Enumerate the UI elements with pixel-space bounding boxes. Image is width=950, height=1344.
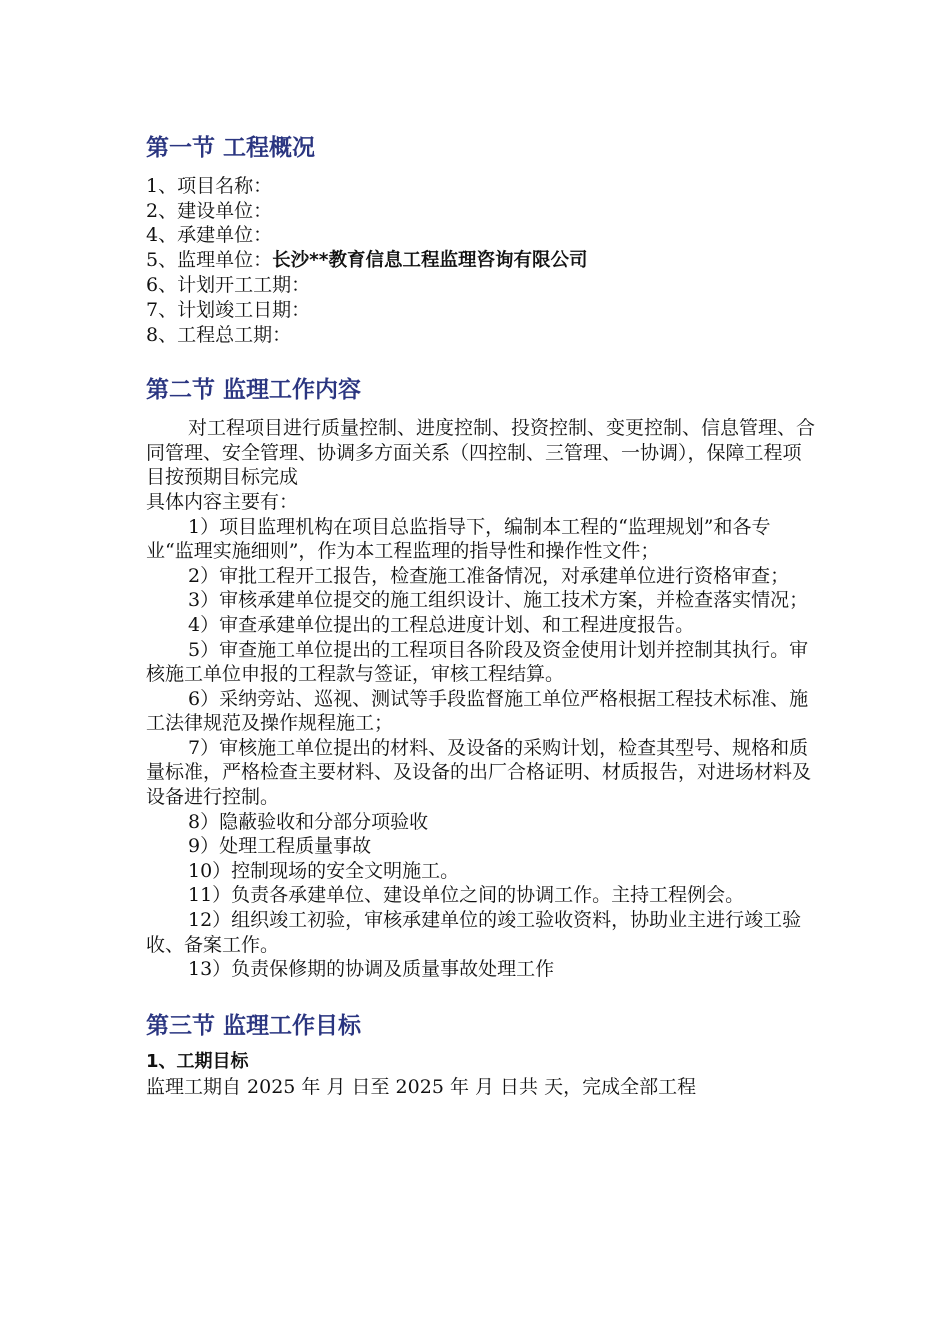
list-item: 2）审批工程开工报告，检查施工准备情况，对承建单位进行资格审查； <box>188 564 790 587</box>
work-content-list <box>146 515 816 982</box>
list-item: 13）负责保修期的协调及质量事故处理工作 <box>188 958 555 981</box>
list-item: 5）审查施工单位提出的工程项目各阶段及资金使用计划并控制其执行。审核施工单位申报的工程款与签证，审核工程结算。 <box>146 638 809 686</box>
list-item: 7）审核施工单位提出的材料、及设备的采购计划，检查其型号、规格和质量标准，严格检查主要材料、及设备的出厂合格证明、材质报告，对进场材料及设备进行控制。 <box>146 736 812 809</box>
list-item: 9）处理工程质量事故 <box>188 835 372 858</box>
project-info-list <box>146 174 816 347</box>
list-item: 8）隐蔽验收和分部分项验收 <box>188 810 429 833</box>
supervisor-unit-value: 长沙**教育信息工程监理咨询有限公司 <box>272 249 588 271</box>
list-item: 4）审查承建单位提出的工程总进度计划、和工程进度报告。 <box>188 613 695 636</box>
work-content-intro: 对工程项目进行质量控制、进度控制、投资控制、变更控制、信息管理、合同管理、安全管理、协调多方面关系（四控制、三管理、一协调），保障工程项目按预期目标完成 <box>146 417 816 489</box>
schedule-goal-text: 监理工期自 2025 年 月 日至 2025 年 月 日共 天，完成全部工程 <box>146 1075 697 1098</box>
planned-start-line: 6、计划开工工期： <box>146 274 311 297</box>
list-item: 1）项目监理机构在项目总监指导下，编制本工程的“监理规划”和各专业“监理实施细则”，作为本工程监理的指导性和操作性文件； <box>146 515 771 563</box>
supervisor-unit-line <box>146 248 816 274</box>
supervisor-unit-label: 5、监理单位： <box>146 248 273 271</box>
list-item: 10）控制现场的安全文明施工。 <box>188 859 460 882</box>
section-3-title: 第三节 监理工作目标 <box>146 1012 362 1039</box>
project-name-line: 1、项目名称： <box>146 175 273 197</box>
owner-unit-line: 2、建设单位： <box>146 199 273 222</box>
list-item: 11）负责各承建单位、建设单位之间的协调工作。主持工程例会。 <box>188 884 745 907</box>
section-1-title: 第一节 工程概况 <box>146 135 316 161</box>
list-item: 3）审核承建单位提交的施工组织设计、施工技术方案，并检查落实情况； <box>188 589 809 612</box>
list-item: 6）采纳旁站、巡视、测试等手段监督施工单位严格根据工程技术标准、施工法律规范及操作规程施工； <box>146 687 809 735</box>
contractor-unit-line: 4、承建单位： <box>146 224 273 247</box>
planned-completion-line: 7、计划竣工日期： <box>146 298 311 321</box>
document-page <box>146 132 816 1099</box>
section-2-title: 第二节 监理工作内容 <box>146 377 362 404</box>
list-item: 12）组织竣工初验，审核承建单位的竣工验收资料，协助业主进行竣工验收、备案工作。 <box>146 909 802 956</box>
schedule-goal-heading: 1、工期目标 <box>146 1050 249 1072</box>
work-content-lead: 具体内容主要有： <box>146 490 299 513</box>
total-duration-line: 8、工程总工期： <box>146 323 292 346</box>
